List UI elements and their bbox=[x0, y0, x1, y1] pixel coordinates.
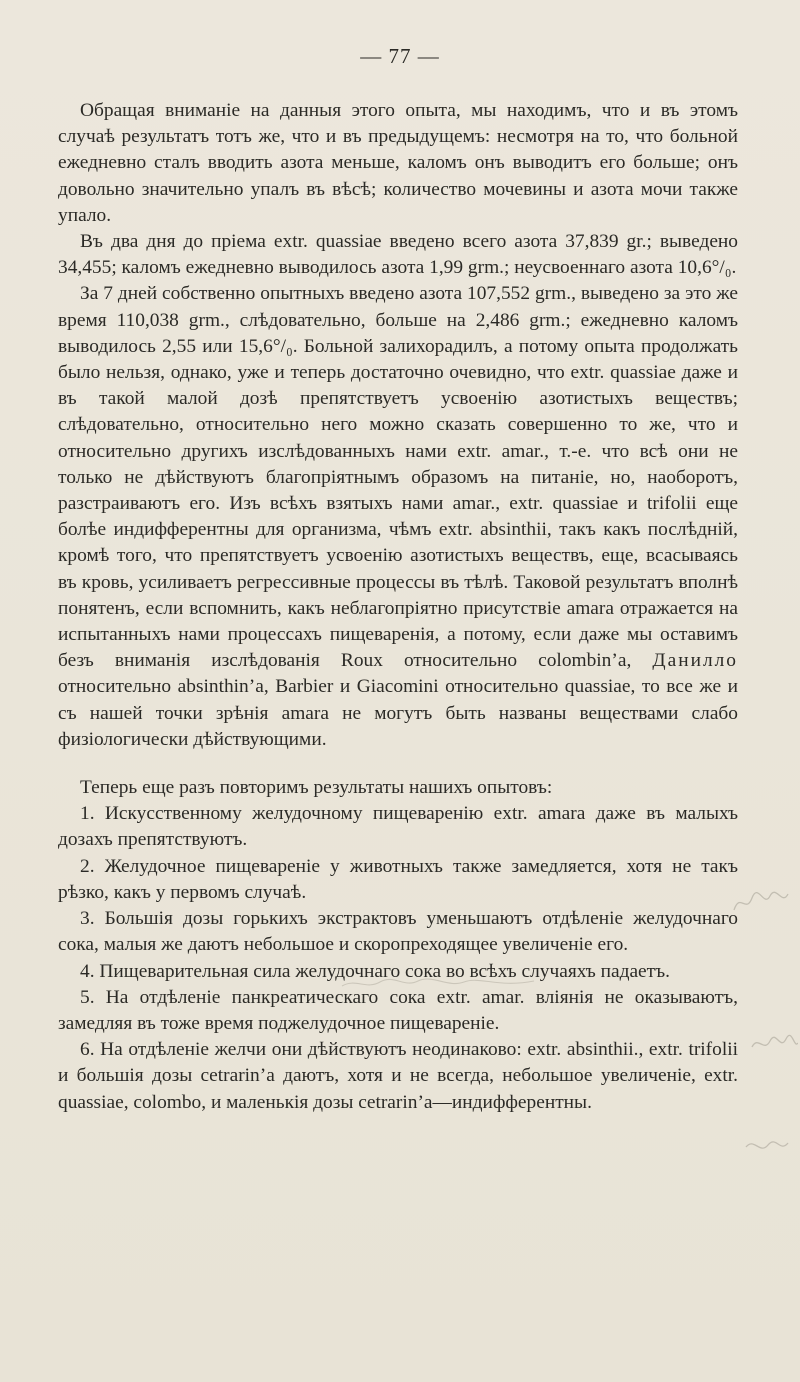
paragraph-observation: Обращая вниманіе на данныя этого опыта, мы находимъ, что и въ этомъ случаѣ результатъ тотъ же, что и въ предыдущемъ: несмотря на то, что больной ежедневно сталъ вводить азота меньше, каломъ онъ выводитъ его больше; онъ довольно значительно упалъ въ вѣсѣ; количество мочевины и азота мочи также упало. bbox=[58, 100, 738, 226]
summary-intro: Теперь еще разъ повторимъ результаты нашихъ опытовъ: bbox=[80, 777, 553, 799]
pencil-mark-icon bbox=[730, 888, 790, 918]
pencil-mark-icon bbox=[338, 972, 538, 994]
body-text bbox=[58, 98, 738, 1116]
paragraph-seven-days bbox=[58, 281, 738, 753]
pencil-mark-icon bbox=[742, 1133, 798, 1163]
result-item-1: 1. Искусственному желудочному пищеваренію extr. amara даже въ малыхъ дозахъ препятствуютъ. bbox=[58, 803, 738, 851]
result-item-6: 6. На отдѣленіе желчи они дѣйствуютъ неодинаково: extr. absinthii., extr. trifolii и большія дозы cetrarin’a даютъ, хотя и не всегда, небольшое увеличеніе, extr. quassiae, colombo, и маленькія дозы cetrarin’a—индифферентны. bbox=[58, 1039, 738, 1113]
pencil-mark-icon bbox=[748, 1029, 798, 1059]
section-gap bbox=[58, 753, 738, 775]
author-name-danillo: Данилло bbox=[652, 650, 738, 672]
result-item-4: 4. Пищеварительная сила желудочнаго сока во всѣхъ случаяхъ падаетъ. bbox=[80, 960, 671, 982]
page-number: — 77 — bbox=[360, 44, 440, 68]
result-item-2: 2. Желудочное пищевареніе у животныхъ также замедляется, хотя не такъ рѣзко, какъ у первомъ случаѣ. bbox=[58, 855, 738, 903]
paragraph-seven-days-tail: относительно absinthin’a, Barbier и Giacomini относительно quassiae, то все же и съ нашей точки зрѣнія amara не могутъ быть названы веществами слабо физіологически дѣйствующими. bbox=[58, 676, 738, 750]
paragraph-seven-days-text: За 7 дней собственно опытныхъ введено азота 107,552 grm., выведено за это же время 110,038 grm., слѣдовательно, больше на 2,486 grm.; ежедневно каломъ выводилось 2,55 или 15,6°/₀. Больной залихорадилъ, а потому опыта продолжать было нельзя, однако, уже и теперь достаточно очевидно, что extr. quassiae даже и въ такой малой дозѣ препятствуетъ усвоенію азотистыхъ веществъ; слѣдовательно, относительно него можно сказать совершенно то же, что и относительно другихъ изслѣдованныхъ нами extr. amar., т.-е. что всѣ они не только не дѣйствуютъ благопріятнымъ образомъ на питаніе, но, наоборотъ, разстраиваютъ его. Изъ всѣхъ взятыхъ нами amar., extr. quassiae и trifolii еще болѣе индифферентны для организма, чѣмъ extr. absinthii, такъ какъ послѣдній, кромѣ того, что препятствуетъ усвоенію азотистыхъ веществъ, еще, всасываясь въ кровь, усиливаетъ регрессивные процессы въ тѣлѣ. Таковой результатъ вполнѣ понятенъ, если вспомнить, какъ неблагопріятно присутствіе amara отражается на испытанныхъ нами процессахъ пищеваренія, а потому, если даже мы оставимъ безъ вниманія изслѣдованія Roux относительно colombin’a, bbox=[58, 283, 738, 672]
paragraph-two-days: Въ два дня до пріема extr. quassiae введено всего азота 37,839 gr.; выведено 34,455; каломъ ежедневно выводилось азота 1,99 grm.; неусвоеннаго азота 10,6°/₀. bbox=[58, 231, 738, 279]
result-item-5: 5. На отдѣленіе панкреатическаго сока extr. amar. вліянія не оказываютъ, замедляя въ тоже время поджелудочное пищевареніе. bbox=[58, 986, 738, 1034]
result-item-3: 3. Большія дозы горькихъ экстрактовъ уменьшаютъ отдѣленіе желудочнаго сока, малыя же даютъ небольшое и скоропреходящее увеличеніе его. bbox=[58, 908, 738, 956]
